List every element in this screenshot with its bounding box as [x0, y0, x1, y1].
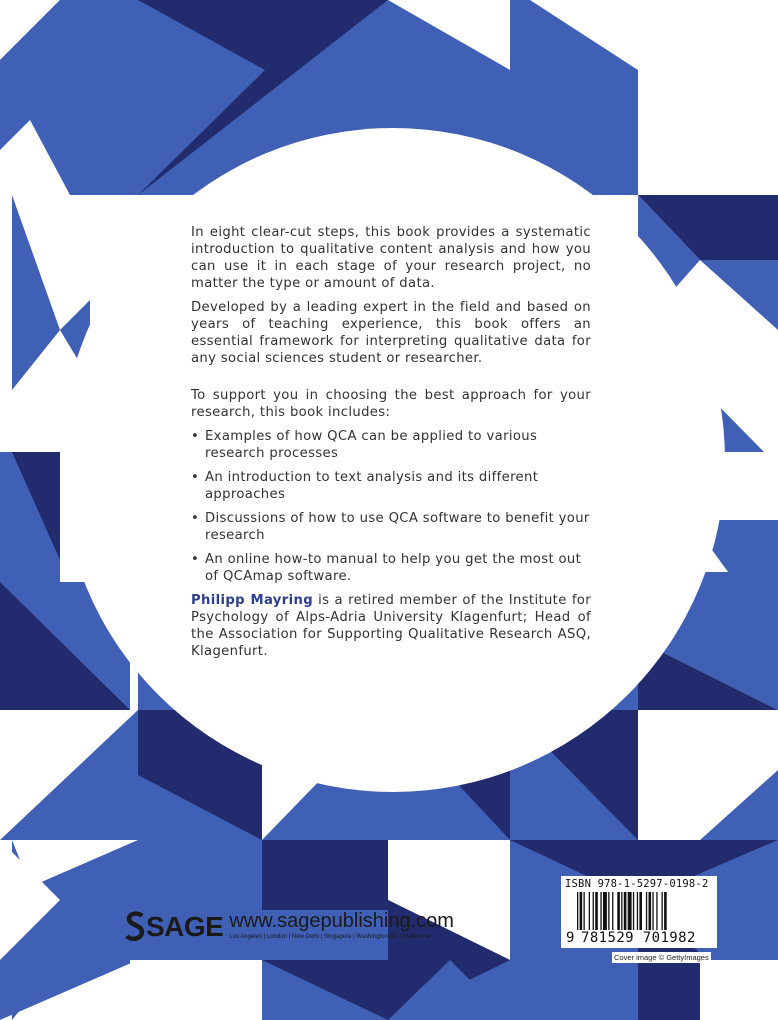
publisher-url[interactable]: www.sagepublishing.com	[229, 910, 454, 932]
barcode-bar	[595, 892, 598, 930]
publisher-cities: Los Angeles | London | New Delhi | Singapore | Washington DC | Melbourne	[229, 934, 432, 940]
barcode-bars	[577, 892, 702, 930]
cover-image-credit: Cover image © GettyImages	[614, 953, 709, 962]
barcode-bar	[639, 892, 642, 930]
isbn-text: ISBN 978-1-5297-0198-2	[565, 878, 709, 890]
barcode-bar	[624, 892, 627, 930]
sage-wordmark: SAGE	[146, 911, 224, 942]
author-bio-text: is a retired member of the Institute for Psychology of Alps-Adria University Klagenfurt; Head of the Association for Supporting Qualitative Research ASQ, Klagenfurt.	[191, 593, 591, 659]
barcode-bar	[577, 892, 578, 930]
barcode-bar	[608, 892, 609, 930]
barcode-bar	[649, 892, 652, 930]
barcode-bar	[662, 892, 663, 930]
barcode-bar	[628, 892, 632, 930]
cover-blurb	[191, 224, 591, 667]
feature-item: • Examples of how QCA can be applied to various research processes	[191, 428, 591, 462]
features-list	[191, 428, 591, 585]
author-name: Philipp Mayring	[191, 593, 314, 608]
feature-item: • An introduction to text analysis and its different approaches	[191, 469, 591, 503]
barcode-bar	[589, 892, 590, 930]
barcode-digits: 781529 701982	[581, 930, 696, 946]
barcode-bar	[603, 892, 607, 930]
barcode-bar	[584, 892, 585, 930]
barcode-bar	[580, 892, 583, 930]
barcode-bar	[652, 892, 653, 930]
barcode-bar	[621, 892, 622, 930]
author-bio	[191, 592, 591, 660]
feature-item: • Discussions of how to use QCA software to benefit your research	[191, 510, 591, 544]
expert-paragraph: Developed by a leading expert in the field and based on years of teaching experience, this book offers an essential framework for interpreting qualitative data for any social sciences student or researcher.	[191, 300, 591, 366]
feature-item: • An online how-to manual to help you get the most out of QCAmap software.	[191, 551, 591, 585]
includes-lead: To support you in choosing the best approach for your research, this book includes:	[191, 388, 591, 420]
barcode-bar	[656, 892, 657, 930]
intro-paragraph: In eight clear-cut steps, this book provides a systematic introduction to qualitative content analysis and how you can use it in each stage of your research project, no matter the type or amount of data.	[191, 225, 591, 291]
barcode-lead-digit: 9	[566, 930, 575, 946]
sage-s-emblem-icon	[124, 910, 146, 944]
barcode-bar	[617, 892, 620, 930]
barcode-bar	[600, 892, 601, 930]
barcode-bar	[646, 892, 647, 930]
barcode-bar	[633, 892, 634, 930]
barcode-bar	[612, 892, 613, 930]
isbn-barcode	[561, 876, 717, 948]
sage-logo	[124, 910, 223, 944]
barcode-bar	[664, 892, 667, 930]
barcode-bar	[593, 892, 594, 930]
publisher-block	[124, 910, 454, 944]
barcode-bar	[637, 892, 638, 930]
